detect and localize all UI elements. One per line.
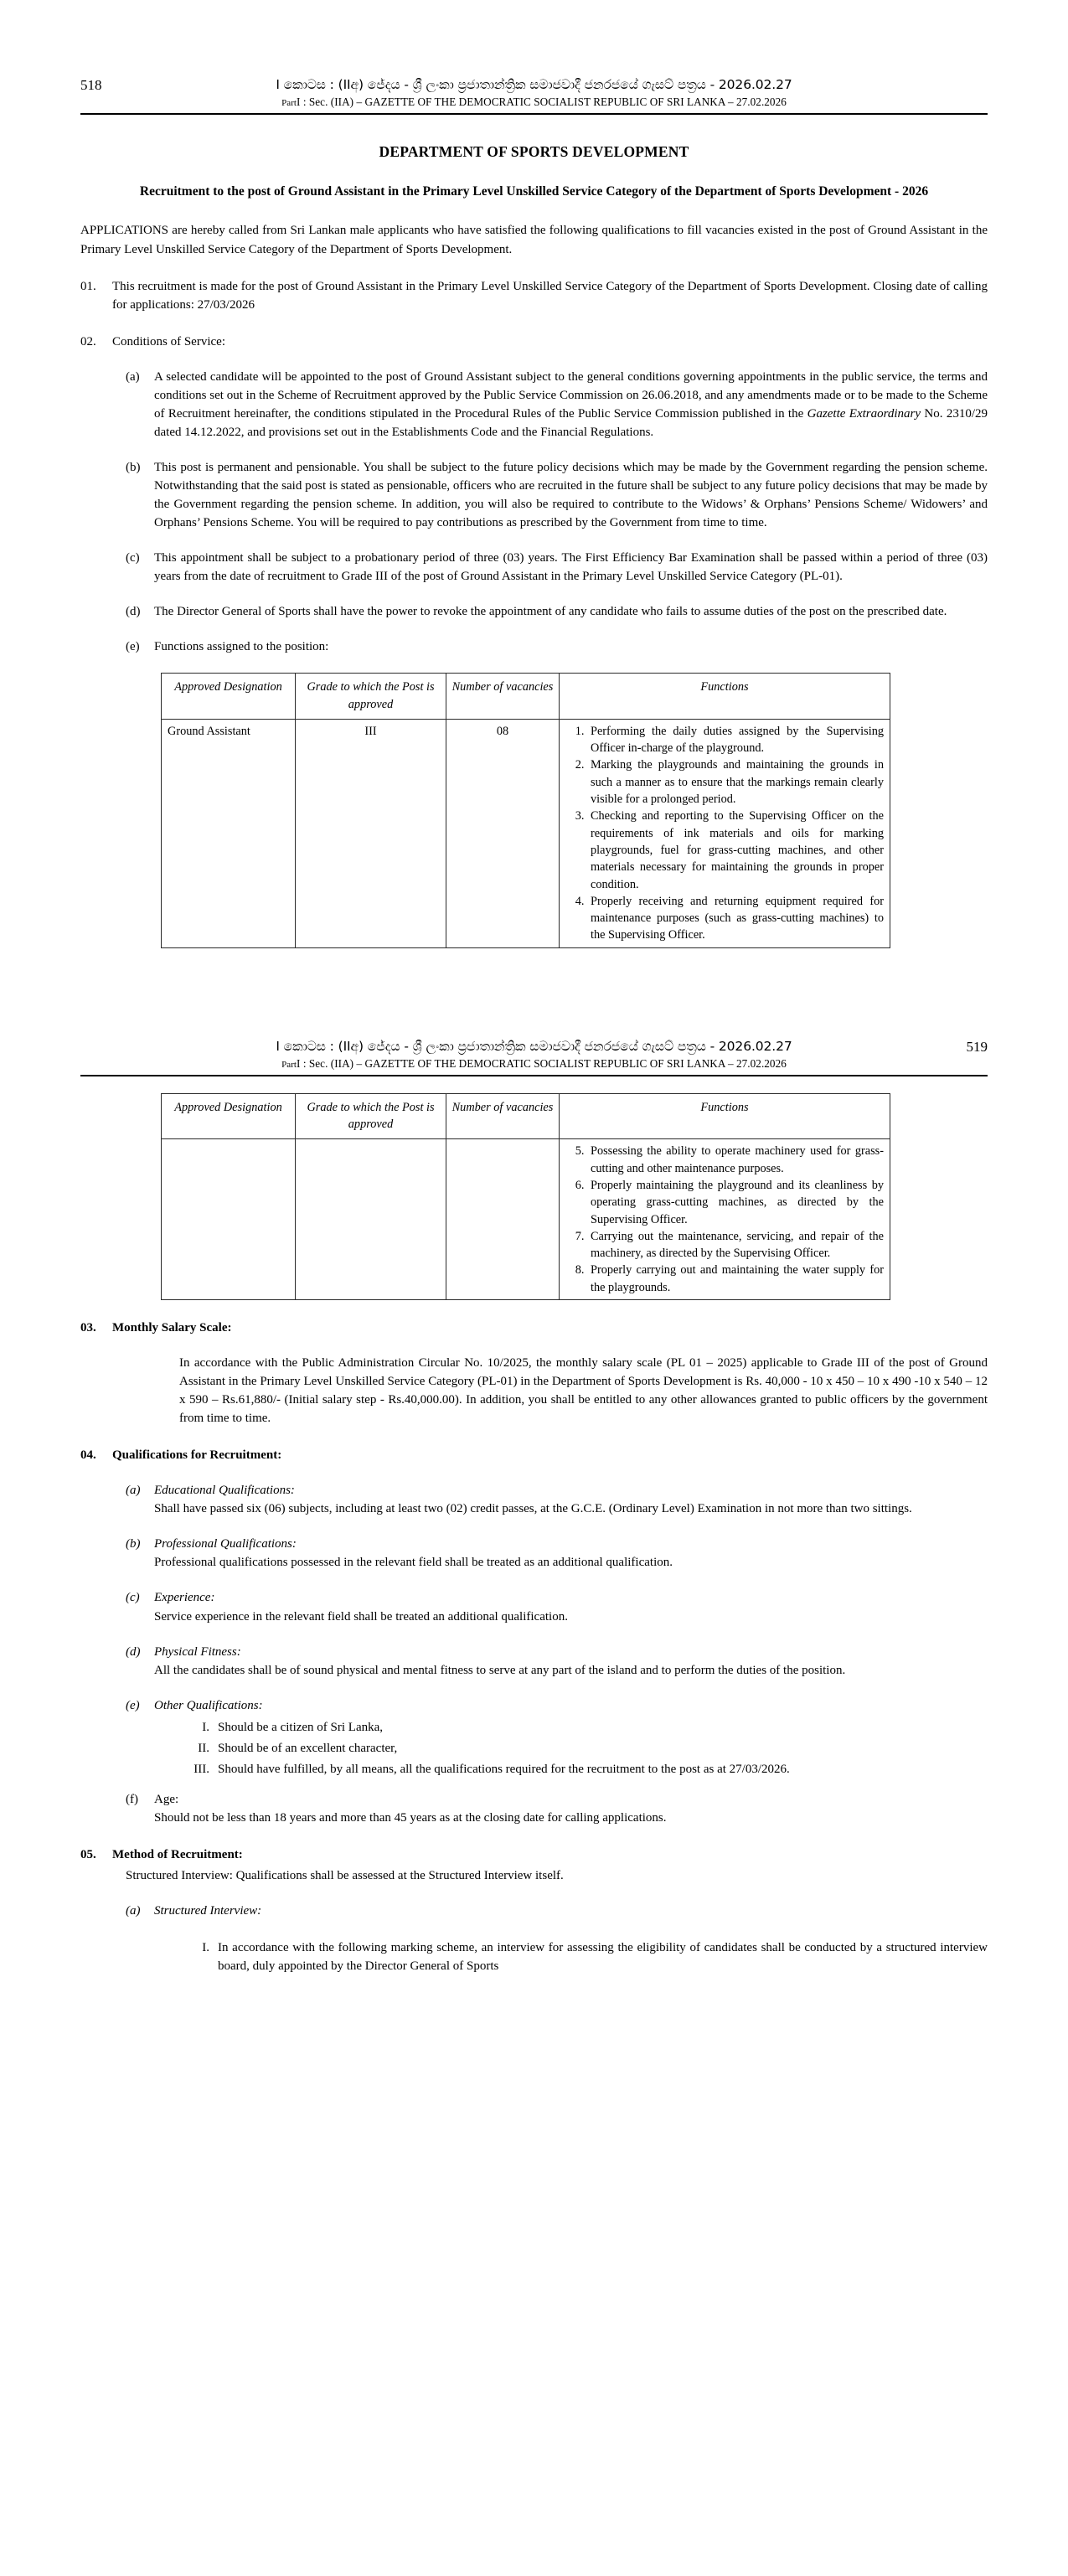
section-04-item-f-label: (f) [126, 1792, 138, 1806]
table-row [162, 719, 890, 947]
page-2-bottom-spacer [80, 1975, 988, 1999]
roman-item-text: Should be a citizen of Sri Lanka, [218, 1720, 384, 1734]
cell-grade-empty [296, 1139, 446, 1300]
function-item: 8. Properly carrying out and maintaining the water supply for the playgrounds. [587, 1262, 884, 1296]
section-04-item-b-block [154, 1535, 988, 1572]
section-04-item-d-body: All the candidates shall be of sound physical and mental fitness to serve at any part of the island and to perform the duties of the position. [154, 1663, 846, 1677]
header-sinhala-text: I කොටස : (IIඅ) ජේදය - ශ්‍රී ලංකා ප්‍රජාතාන්ත්‍රික සමාජවාදී ජනරජයේ ගැසට් පත්‍රය - 2026.02.27 [276, 1038, 792, 1054]
table-header-row [162, 1093, 890, 1139]
cell-vacancies-empty [446, 1139, 560, 1300]
functions-list-page-1 [565, 723, 884, 944]
section-04-item-c-body: Service experience in the relevant field shall be treated an additional qualification. [154, 1609, 568, 1624]
section-04-item-b [80, 1535, 988, 1572]
roman-numeral: I. [202, 1941, 209, 1955]
gazette-page-518 [0, 0, 1068, 1039]
section-05-heading: Method of Recruitment: [112, 1847, 243, 1861]
functions-table-page-2 [161, 1093, 890, 1300]
section-02-item-a-text [154, 368, 988, 441]
section-05-body: Structured Interview: Qualifications shall be assessed at the Structured Interview itself. [126, 1868, 564, 1882]
col-header-approved-designation: Approved Designation [162, 1093, 296, 1139]
list-item [179, 1739, 988, 1758]
section-02-item-e [80, 638, 988, 656]
cell-grade: III [296, 719, 446, 947]
section-02-item-a-label: (a) [126, 369, 140, 384]
clause-a-part1: A selected candidate will be appointed to the post of Ground Assistant subject to the general conditions governing appointments in the public service, the terms and conditions set out in the Scheme of Recruitment approved by the Public Service Commission on 26.06.2018, and any amendments made or to be made to the Scheme of Recruitment hereinafter, the conditions stipulated in the Procedural Rules of the Public Service Commission published in the [154, 369, 988, 421]
header-english-text [80, 1057, 988, 1071]
page-folio-number: 519 [966, 1038, 988, 1055]
cell-functions [560, 719, 890, 947]
section-04-item-d-heading: Physical Fitness: [154, 1644, 241, 1659]
section-05 [80, 1846, 988, 1864]
section-04-item-f-block [154, 1790, 988, 1827]
section-02-item-c-text: This appointment shall be subject to a probationary period of three (03) years. The First Efficiency Bar Examination shall be passed within a period of three (03) years from the date of recruitment to Grade III of the post of Ground Assistant in the Primary Level Unskilled Service Category (PL-01). [154, 551, 988, 584]
roman-item-text: In accordance with the following marking scheme, an interview for assessing the eligibility of candidates shall be conducted by a structured interview board, duly appointed by the Director General of Sports [218, 1941, 988, 1974]
section-04-item-e [80, 1696, 988, 1715]
function-item: 6. Properly maintaining the playground and its cleanliness by operating grass-cutting machines, as directed by the Supervising Officer. [587, 1177, 884, 1228]
header-english-body: I : Sec. (IIA) – GAZETTE OF THE DEMOCRATIC SOCIALIST REPUBLIC OF SRI LANKA – 27.02.2026 [297, 1056, 787, 1070]
gazette-extraordinary-italic: Gazette Extraordinary [807, 406, 921, 421]
header-english-text [80, 96, 988, 109]
section-02-item-d-text: The Director General of Sports shall have the power to revoke the appointment of any candidate who fails to assume duties of the post on the prescribed date. [154, 605, 947, 619]
section-02-item-b [80, 458, 988, 532]
functions-table-page-1 [161, 673, 890, 947]
gazette-page-519 [0, 1039, 1068, 1999]
section-04-item-c-block [154, 1588, 988, 1625]
header-sinhala-text: I කොටස : (IIඅ) ජේදය - ශ්‍රී ලංකා ප්‍රජාතාන්ත්‍රික සමාජවාදී ජනරජයේ ගැසට් පත්‍රය - 2026.02.27 [276, 77, 792, 92]
section-02-heading: Conditions of Service: [112, 334, 225, 348]
section-05-item-a [80, 1902, 988, 1920]
section-04-item-b-body: Professional qualifications possessed in the relevant field shall be treated as an additional qualification. [154, 1556, 673, 1570]
section-04-item-b-label: (b) [126, 1537, 141, 1551]
header-sinhala-row [80, 1039, 988, 1055]
function-item: 3. Checking and reporting to the Supervising Officer on the requirements of ink materials and oils for marking playgrounds, fuel for grass-cutting machines, and other materials necessary for maintaining the grounds in proper condition. [587, 808, 884, 892]
section-01 [80, 277, 988, 314]
page-folio-number: 518 [80, 77, 102, 93]
page-subtitle: Recruitment to the post of Ground Assistant in the Primary Level Unskilled Service Category of the Department of Sports Development - 2026 [139, 184, 929, 199]
section-04-item-d-block [154, 1643, 988, 1680]
section-02 [80, 333, 988, 351]
table-header-row [162, 674, 890, 720]
function-item: 2. Marking the playgrounds and maintaining the grounds in such a manner as to ensure that the markings remain clearly visible for a prolonged period. [587, 756, 884, 808]
section-04-item-f [80, 1790, 988, 1827]
page-title: DEPARTMENT OF SPORTS DEVELOPMENT [379, 143, 689, 160]
col-header-approved-designation: Approved Designation [162, 674, 296, 720]
cell-functions-continued [560, 1139, 890, 1300]
section-01-number: 01. [80, 279, 96, 293]
section-04-item-d [80, 1643, 988, 1680]
section-04-item-a-block [154, 1481, 988, 1518]
function-item: 7. Carrying out the maintenance, servicing, and repair of the machinery, as directed by the Supervising Officer. [587, 1228, 884, 1262]
header-rule [80, 1075, 988, 1076]
section-04-item-b-heading: Professional Qualifications: [154, 1537, 297, 1551]
col-header-grade: Grade to which the Post is approved [296, 1093, 446, 1139]
section-04-number: 04. [80, 1448, 96, 1463]
section-03-number: 03. [80, 1320, 96, 1334]
section-02-item-c-label: (c) [126, 551, 140, 565]
section-04-item-a-heading: Educational Qualifications: [154, 1484, 295, 1498]
header-english-part-label: Part [281, 98, 297, 108]
section-02-item-c [80, 549, 988, 586]
col-header-functions: Functions [560, 674, 890, 720]
section-03 [80, 1319, 988, 1337]
section-01-text: This recruitment is made for the post of Ground Assistant in the Primary Level Unskilled Service Category of the Department of Sports Development. Closing date of calling for applications: 27/03/2026 [112, 279, 988, 312]
cell-designation: Ground Assistant [162, 719, 296, 947]
section-04-item-c [80, 1588, 988, 1625]
running-header-page-518 [80, 0, 988, 115]
section-02-item-d [80, 602, 988, 621]
header-sinhala-row [80, 77, 988, 93]
section-04-item-f-body: Should not be less than 18 years and more than 45 years as at the closing date for calling applications. [154, 1810, 667, 1825]
col-header-vacancies: Number of vacancies [446, 1093, 560, 1139]
functions-list-page-2 [565, 1143, 884, 1296]
running-header-page-519 [80, 1039, 988, 1076]
roman-item-text: Should have fulfilled, by all means, all the qualifications required for the recruitment to the post as at 27/03/2026. [218, 1762, 790, 1776]
section-02-number: 02. [80, 334, 96, 348]
section-04-item-a [80, 1481, 988, 1518]
section-05-item-a-heading: Structured Interview: [154, 1904, 262, 1918]
cell-vacancies: 08 [446, 719, 560, 947]
table-row [162, 1139, 890, 1300]
function-item: 5. Possessing the ability to operate machinery used for grass-cutting and other maintenance purposes. [587, 1143, 884, 1177]
list-item [179, 1718, 988, 1737]
section-05-item-a-label: (a) [126, 1904, 141, 1918]
section-04-item-a-label: (a) [126, 1484, 141, 1498]
section-02-item-e-text: Functions assigned to the position: [154, 640, 329, 654]
section-04-item-e-heading: Other Qualifications: [154, 1698, 263, 1712]
header-rule [80, 113, 988, 115]
header-english-body: I : Sec. (IIA) – GAZETTE OF THE DEMOCRATIC SOCIALIST REPUBLIC OF SRI LANKA – 27.02.2026 [297, 96, 787, 108]
roman-numeral: I. [202, 1720, 209, 1734]
section-04-item-e-list [80, 1718, 988, 1778]
function-item: 4. Properly receiving and returning equipment required for maintenance purposes (such as grass-cutting machines) to the Supervising Officer. [587, 893, 884, 944]
section-05-number: 05. [80, 1847, 96, 1861]
section-04-item-a-body: Shall have passed six (06) subjects, including at least two (02) credit passes, at the G.C.E. (Ordinary Level) Examination in not more than two sittings. [154, 1502, 912, 1516]
col-header-grade: Grade to which the Post is approved [296, 674, 446, 720]
function-item: 1. Performing the daily duties assigned by the Supervising Officer in-charge of the playground. [587, 723, 884, 757]
section-05-item-a-list [80, 1938, 988, 1975]
page-1-bottom-spacer [80, 948, 988, 1039]
roman-numeral: II. [198, 1741, 209, 1755]
section-02-item-d-label: (d) [126, 605, 141, 619]
section-04-item-c-label: (c) [126, 1591, 140, 1605]
section-04-item-e-label: (e) [126, 1698, 140, 1712]
list-item [179, 1938, 988, 1975]
list-item [179, 1760, 988, 1778]
section-02-item-b-text: This post is permanent and pensionable. You shall be subject to the future policy decisions which may be made by the Government regarding the pension scheme. Notwithstanding that the said post is stated as pensionable, officers who are recruited in the future shall be subject to any future policy decisions that may be made by the Government regarding the pension scheme. In addition, you will also be required to contribute to the Widows’ & Orphans’ Pensions Scheme/ Widowers’ and Orphans’ Pensions Scheme. You will be required to pay contributions as prescribed by the Government from time to time. [154, 460, 988, 530]
roman-item-text: Should be of an excellent character, [218, 1741, 398, 1755]
section-02-item-b-label: (b) [126, 460, 141, 474]
section-04-item-f-heading: Age: [154, 1792, 179, 1806]
section-04-item-c-heading: Experience: [154, 1591, 215, 1605]
cell-designation-empty [162, 1139, 296, 1300]
section-04-heading: Qualifications for Recruitment: [112, 1448, 282, 1463]
section-02-item-e-label: (e) [126, 640, 140, 654]
section-03-body: In accordance with the Public Administration Circular No. 10/2025, the monthly salary scale (PL 01 – 2025) applicable to Grade III of the post of Ground Assistant in the Primary Level Unskilled Service Category (PL-01) in the Department of Sports Development is Rs. 40,000 - 10 x 450 – 10 x 490 -10 x 540 – 12 x 590 – Rs.61,880/- (Initial salary step - Rs.40,000.00). In addition, you shall be entitled to any other allowances granted to public officers by the government from time to time. [179, 1356, 988, 1426]
col-header-vacancies: Number of vacancies [446, 674, 560, 720]
header-english-part-label: Part [281, 1059, 297, 1070]
section-04 [80, 1446, 988, 1464]
section-04-item-d-label: (d) [126, 1644, 141, 1659]
intro-paragraph: APPLICATIONS are hereby called from Sri Lankan male applicants who have satisfied the following qualifications to fill vacancies existed in the post of Ground Assistant in the Primary Level Unskilled Service Category of the Department of Sports Development. [80, 224, 988, 256]
roman-numeral: III. [193, 1762, 209, 1776]
clause-a-part2: No. 2310/29 dated 14.12.2022, and provisions set out in the Establishments Code and the Financial Regulations. [154, 406, 988, 439]
col-header-functions: Functions [560, 1093, 890, 1139]
section-02-item-a [80, 368, 988, 441]
section-03-heading: Monthly Salary Scale: [112, 1320, 232, 1334]
